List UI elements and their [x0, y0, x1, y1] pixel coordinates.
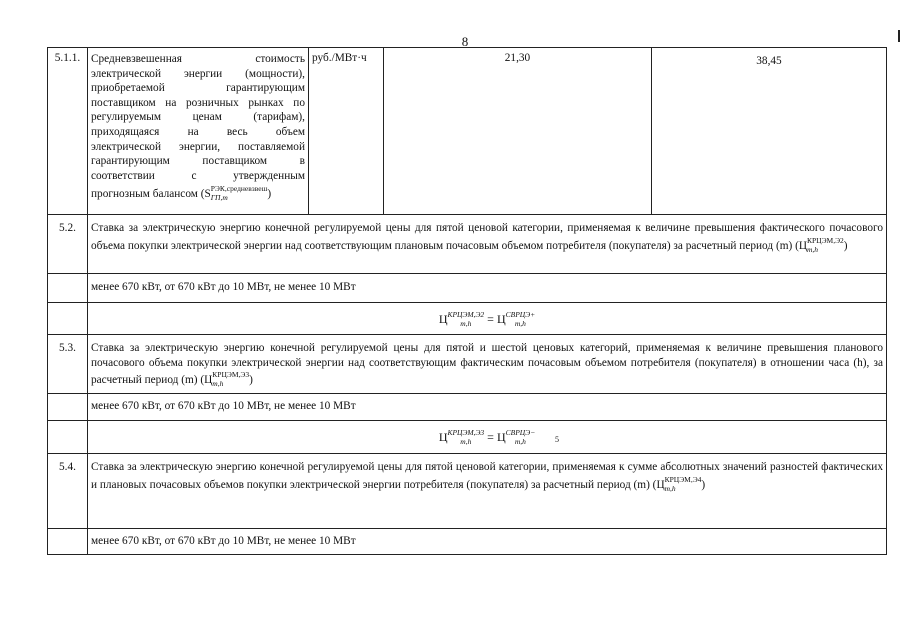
tariff-table: [47, 47, 887, 555]
formula-rhs-symbol: Ц: [496, 312, 506, 326]
symbol-superscript: КРЦЭМ,Э2: [807, 235, 844, 245]
desc-text: Ставка за электрическую энергию конечной регулируемой цены для пятой и шестой ценовых категорий, применяемая к величине превышения планового почасового объема покупки электрической энергии над соответствующим фактическим почасовым объемом потребителя (покупателя) в отношении часа (h), за расчетный период (m) (Ц: [91, 342, 883, 387]
consumer-categories: менее 670 кВт, от 670 кВт до 10 МВт, не менее 10 МВт: [88, 394, 887, 421]
row-5-3-formula: [48, 421, 887, 454]
empty-cell: [48, 394, 88, 421]
formula-lhs-symbol: Ц: [438, 312, 448, 326]
formula-rhs-sup: СВРЦЭ+: [505, 310, 536, 319]
formula-cell: [88, 421, 887, 454]
desc-line: поставщиком на розничных рынках по: [91, 96, 305, 109]
formula-rhs-sub: m,h: [514, 319, 526, 328]
row-number: 5.4.: [48, 454, 88, 529]
empty-cell: [48, 421, 88, 454]
close-paren: ): [249, 374, 253, 387]
page-number: 8: [461, 34, 469, 49]
value-cell-1: 21,30: [384, 48, 652, 215]
desc-line: соответствии с утвержденным: [91, 169, 305, 182]
symbol-superscript: КРЦЭМ,Э3: [212, 370, 250, 380]
close-paren: ): [267, 188, 272, 201]
formula-rhs-symbol: Ц: [496, 430, 506, 444]
row-5-4: [48, 454, 887, 529]
symbol-subscript: m,h: [807, 244, 819, 254]
stray-mark: 5: [555, 435, 559, 444]
formula-lhs-symbol: Ц: [438, 430, 448, 444]
row-number: 5.3.: [48, 335, 88, 394]
empty-cell: [48, 529, 88, 555]
row-description: [88, 335, 887, 394]
desc-last-text: прогнозным балансом (S: [91, 188, 211, 201]
formula-cell: [88, 303, 887, 335]
empty-cell: [48, 303, 88, 335]
desc-line: гарантирующим поставщиком в: [91, 155, 305, 168]
desc-line: приобретаемой гарантирующим: [91, 82, 305, 95]
formula: [439, 428, 535, 446]
desc-text: Ставка за электрическую энергию конечной регулируемой цены для пятой ценовой категории, применяемая к величине превышения фактического почасового объема покупки электрической энергии над соответствующим плановым почасовым объемом потребителя (покупателя) за расчетный период (m) (Ц: [91, 222, 883, 252]
row-number: 5.1.1.: [48, 48, 88, 215]
desc-line: электрической энергии (мощности),: [91, 67, 305, 80]
formula-lhs-sub: m,h: [460, 319, 472, 328]
row-description: [88, 48, 309, 215]
symbol-subscript: m,h: [664, 483, 676, 493]
desc-line: приходящаяся на весь объем: [91, 125, 305, 138]
desc-line: Средневзвешенная стоимость: [91, 53, 305, 65]
row-5-2: [48, 215, 887, 274]
row-description: [88, 454, 887, 529]
value-cell-2: 38,45: [652, 48, 887, 215]
formula-rhs-sub: m,h: [514, 437, 526, 446]
formula-rhs-sup: СВРЦЭ−: [505, 428, 536, 437]
symbol-superscript: КРЦЭМ,Э4: [664, 474, 702, 484]
close-paren: ): [701, 478, 706, 491]
empty-cell: [48, 274, 88, 303]
formula-lhs-sub: m,h: [460, 437, 472, 446]
scan-edge-mark: [898, 30, 900, 42]
desc-line: регулируемым ценам (тарифам),: [91, 111, 305, 124]
desc-line: электрической энергии, поставляемой: [91, 140, 305, 153]
desc-text: Ставка за электрическую энергию конечной регулируемой цены для пятой ценовой категории, применяемая к сумме абсолютных значений разностей фактических и плановых почасовых объемов покупки электрической энергии потребителя (покупателя) за расчетный период (m) (Ц: [91, 461, 883, 491]
close-paren: ): [843, 239, 848, 252]
formula-equals: =: [487, 430, 494, 444]
row-5-3-sub: [48, 394, 887, 421]
symbol-superscript: РЭК,средневзвеш: [210, 184, 268, 194]
row-5-1-1: [48, 48, 887, 215]
row-5-2-sub: [48, 274, 887, 303]
row-5-2-formula: [48, 303, 887, 335]
formula-lhs-sup: КРЦЭМ,Э2: [447, 310, 485, 319]
formula: [439, 310, 535, 328]
formula-equals: =: [487, 312, 494, 326]
desc-last-line: [91, 184, 305, 202]
row-number: 5.2.: [48, 215, 88, 274]
row-5-3: [48, 335, 887, 394]
consumer-categories: менее 670 кВт, от 670 кВт до 10 МВт, не менее 10 МВт: [88, 529, 887, 555]
row-description: [88, 215, 887, 274]
symbol-subscript: ГП,m: [210, 193, 228, 203]
row-5-4-sub: [48, 529, 887, 555]
consumer-categories: менее 670 кВт, от 670 кВт до 10 МВт, не менее 10 МВт: [88, 274, 887, 303]
symbol-subscript: m,h: [212, 379, 224, 389]
unit-cell: руб./МВт·ч: [309, 48, 384, 215]
formula-lhs-sup: КРЦЭМ,Э3: [447, 428, 485, 437]
